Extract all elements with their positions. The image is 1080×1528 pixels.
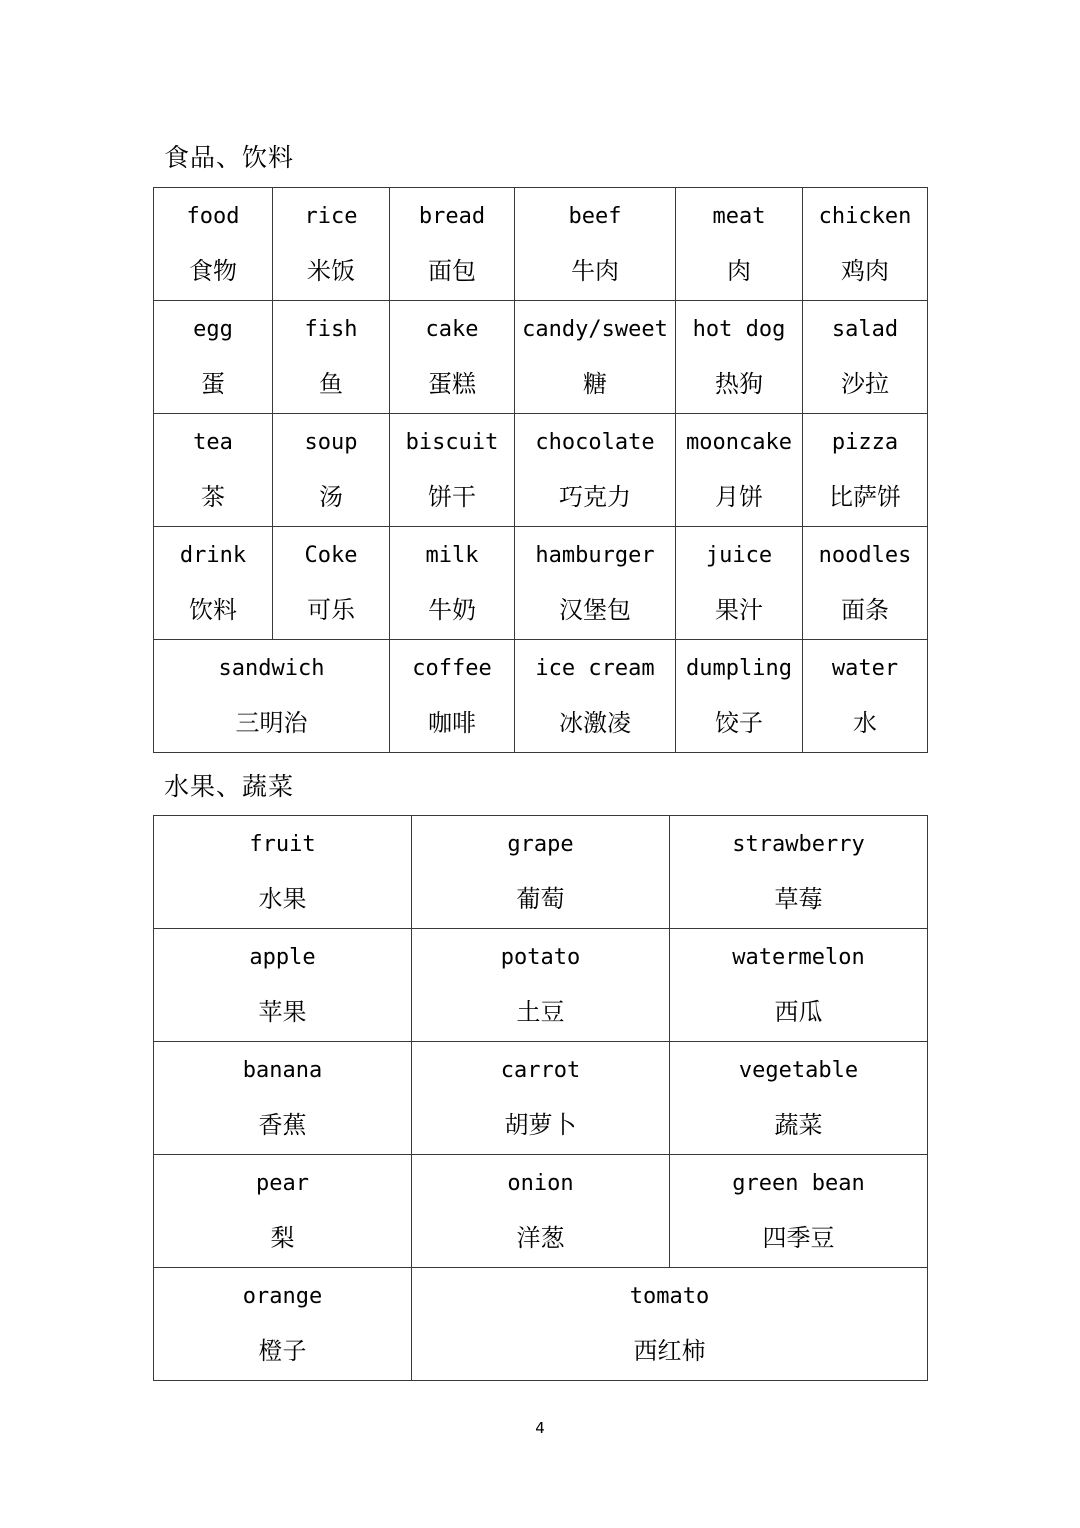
chinese-word: 果汁 (715, 596, 763, 624)
chinese-word: 牛肉 (571, 257, 619, 285)
chinese-word: 肉 (727, 257, 751, 285)
section-title-food-drinks: 食品、饮料 (164, 143, 295, 172)
vocab-cell (515, 301, 676, 414)
english-word: grape (507, 832, 574, 857)
chinese-word: 西红柿 (633, 1337, 706, 1365)
chinese-word: 沙拉 (841, 370, 889, 398)
vocab-cell (390, 527, 515, 640)
chinese-word: 牛奶 (428, 596, 476, 624)
table-row (154, 301, 928, 414)
english-word: hot dog (692, 317, 786, 342)
english-word: salad (831, 317, 899, 342)
chinese-word: 橙子 (258, 1337, 307, 1365)
english-word: fish (304, 317, 358, 342)
chinese-word: 香蕉 (258, 1111, 307, 1139)
english-word: vegetable (738, 1058, 859, 1083)
english-word: chocolate (535, 430, 655, 455)
english-word: milk (425, 543, 479, 568)
chinese-word: 可乐 (307, 596, 355, 624)
chinese-word: 胡萝卜 (504, 1111, 577, 1139)
vocab-cell (390, 640, 515, 753)
chinese-word: 比萨饼 (829, 483, 901, 511)
fruit-vegetables-table (153, 815, 928, 1381)
food-drinks-table (153, 187, 928, 753)
english-word: pear (256, 1171, 309, 1196)
chinese-word: 洋葱 (516, 1224, 565, 1252)
vocab-cell (154, 301, 273, 414)
table-row (154, 188, 928, 301)
english-word: chicken (818, 204, 912, 229)
chinese-word: 蛋 (201, 370, 225, 398)
english-word: watermelon (732, 945, 865, 970)
vocab-cell (803, 414, 928, 527)
vocab-cell (154, 929, 412, 1042)
english-word: green bean (732, 1171, 865, 1196)
vocab-cell (154, 527, 273, 640)
vocab-cell (803, 527, 928, 640)
english-word: tomato (629, 1284, 710, 1309)
english-word: orange (242, 1284, 323, 1309)
vocab-cell (515, 527, 676, 640)
chinese-word: 蛋糕 (428, 370, 476, 398)
vocab-cell (803, 640, 928, 753)
vocab-cell (676, 414, 803, 527)
vocab-cell (412, 816, 670, 929)
english-word: water (831, 656, 899, 681)
english-word: strawberry (732, 832, 865, 857)
vocab-cell (412, 1155, 670, 1268)
chinese-word: 苹果 (258, 998, 307, 1026)
table-row (154, 1155, 928, 1268)
vocab-cell (803, 188, 928, 301)
chinese-word: 咖啡 (428, 709, 476, 737)
english-word: bread (418, 204, 486, 229)
chinese-word: 饼干 (428, 483, 476, 511)
chinese-word: 饺子 (715, 709, 763, 737)
vocab-cell (412, 1268, 928, 1381)
vocab-cell (515, 414, 676, 527)
vocab-cell (670, 929, 928, 1042)
chinese-word: 冰激凌 (559, 709, 631, 737)
vocab-cell (390, 301, 515, 414)
english-word: pizza (831, 430, 899, 455)
table-row (154, 1042, 928, 1155)
english-word: soup (304, 430, 358, 455)
english-word: food (186, 204, 240, 229)
english-word: egg (193, 317, 233, 342)
chinese-word: 饮料 (189, 596, 237, 624)
page-number: 4 (535, 1419, 545, 1437)
table-row (154, 640, 928, 753)
vocab-cell (670, 1042, 928, 1155)
english-word: tea (193, 430, 233, 455)
vocab-cell (676, 188, 803, 301)
section-title-fruit-vegetables: 水果、蔬菜 (164, 772, 295, 801)
english-word: meat (712, 204, 766, 229)
table-row (154, 929, 928, 1042)
english-word: noodles (818, 543, 912, 568)
chinese-word: 土豆 (516, 998, 565, 1026)
vocab-cell (676, 301, 803, 414)
vocab-cell (670, 1155, 928, 1268)
english-word: dumpling (686, 656, 792, 681)
english-word: banana (242, 1058, 323, 1083)
vocab-cell (515, 640, 676, 753)
vocab-cell (154, 1155, 412, 1268)
vocab-cell (154, 1268, 412, 1381)
chinese-word: 梨 (270, 1224, 295, 1252)
english-word: potato (500, 945, 581, 970)
chinese-word: 汤 (319, 483, 343, 511)
vocab-cell (273, 527, 390, 640)
vocab-cell (676, 640, 803, 753)
chinese-word: 水果 (258, 885, 307, 913)
english-word: coffee (412, 656, 492, 681)
english-word: candy/sweet (522, 317, 668, 342)
chinese-word: 米饭 (307, 257, 355, 285)
english-word: cake (425, 317, 479, 342)
chinese-word: 四季豆 (762, 1224, 835, 1252)
chinese-word: 面包 (428, 257, 476, 285)
table-row (154, 414, 928, 527)
chinese-word: 茶 (201, 483, 225, 511)
chinese-word: 三明治 (235, 709, 308, 737)
chinese-word: 蔬菜 (774, 1111, 823, 1139)
vocab-cell (412, 929, 670, 1042)
vocab-cell (670, 816, 928, 929)
chinese-word: 糖 (583, 370, 607, 398)
vocab-cell (273, 301, 390, 414)
vocab-cell (412, 1042, 670, 1155)
english-word: ice cream (535, 656, 655, 681)
vocab-cell (154, 188, 273, 301)
vocab-cell (515, 188, 676, 301)
english-word: sandwich (218, 656, 325, 681)
english-word: apple (249, 945, 316, 970)
vocab-cell (676, 527, 803, 640)
chinese-word: 草莓 (774, 885, 823, 913)
table-row (154, 527, 928, 640)
vocab-cell (154, 640, 390, 753)
english-word: mooncake (686, 430, 792, 455)
english-word: juice (705, 543, 773, 568)
vocab-cell (390, 188, 515, 301)
chinese-word: 水 (853, 709, 877, 737)
english-word: fruit (249, 832, 316, 857)
english-word: onion (507, 1171, 574, 1196)
english-word: Coke (304, 543, 358, 568)
chinese-word: 面条 (841, 596, 889, 624)
chinese-word: 热狗 (715, 370, 763, 398)
english-word: biscuit (405, 430, 499, 455)
vocab-cell (154, 1042, 412, 1155)
table-row (154, 816, 928, 929)
chinese-word: 鸡肉 (841, 257, 889, 285)
chinese-word: 鱼 (319, 370, 343, 398)
table-row (154, 1268, 928, 1381)
chinese-word: 葡萄 (516, 885, 565, 913)
english-word: beef (568, 204, 622, 229)
chinese-word: 巧克力 (559, 483, 631, 511)
vocab-cell (154, 816, 412, 929)
vocab-cell (390, 414, 515, 527)
english-word: drink (179, 543, 247, 568)
chinese-word: 食物 (189, 257, 237, 285)
chinese-word: 西瓜 (774, 998, 823, 1026)
vocab-cell (273, 188, 390, 301)
chinese-word: 汉堡包 (559, 596, 631, 624)
english-word: rice (304, 204, 358, 229)
english-word: carrot (500, 1058, 581, 1083)
vocab-cell (803, 301, 928, 414)
chinese-word: 月饼 (715, 483, 763, 511)
english-word: hamburger (535, 543, 655, 568)
vocab-cell (273, 414, 390, 527)
vocab-cell (154, 414, 273, 527)
